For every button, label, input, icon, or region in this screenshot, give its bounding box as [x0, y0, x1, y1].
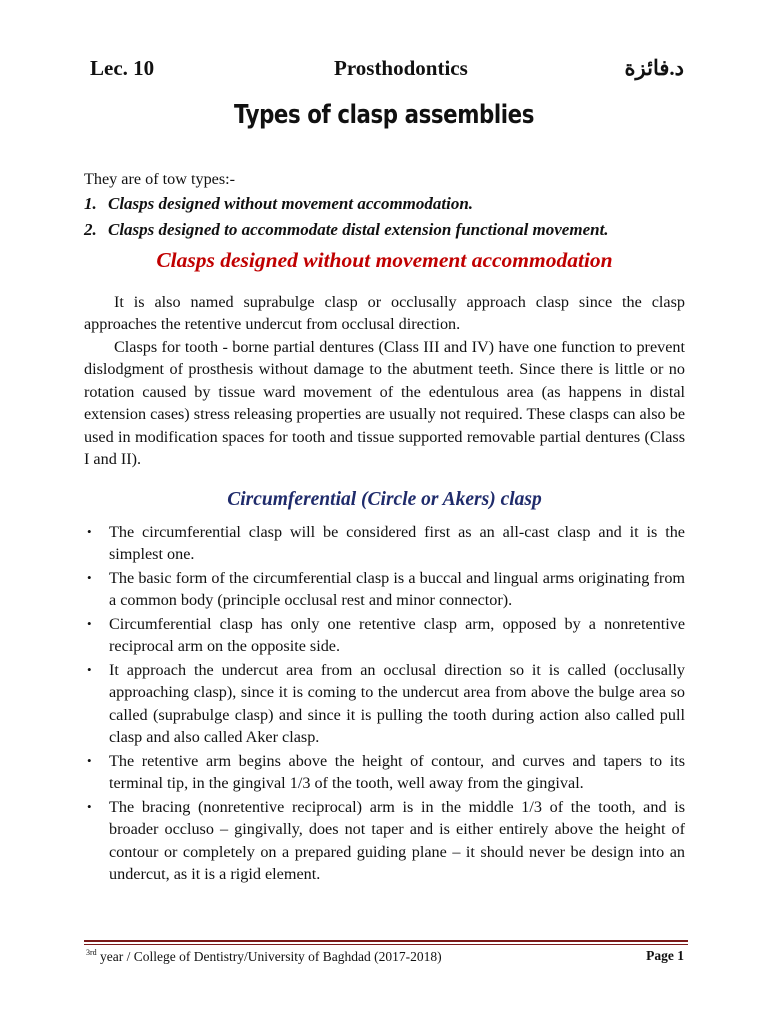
section-heading: Clasps designed without movement accommodation [156, 247, 613, 272]
footer-superscript: 3rd [86, 948, 97, 957]
footer-text [86, 948, 442, 965]
list-item-text: The bracing (nonretentive reciprocal) arm is in the middle 1/3 of the tooth, and is broader occluso – gingivally, does not taper and is either entirely above the height of contour or completely on a prepared guiding plane – it should never be design into an undercut, as it is a rigid element. [109, 797, 685, 883]
bullet-icon: • [87, 569, 92, 585]
list-item [84, 613, 685, 658]
bullet-icon: • [87, 661, 92, 677]
bullet-icon: • [87, 615, 92, 631]
list-item-text: Clasps designed to accommodate distal extension functional movement. [108, 219, 609, 239]
list-item-text: The basic form of the circumferential clasp is a buccal and lingual arms originating from a common body (principle occlusal rest and minor connector). [109, 568, 685, 609]
list-item [84, 796, 685, 886]
lecture-number: Lec. 10 [90, 56, 155, 80]
list-item [84, 567, 685, 612]
page-title: Types of clasp assemblies [233, 100, 535, 130]
subsection-heading: Circumferential (Circle or Akers) clasp [227, 488, 542, 510]
bullet-icon: • [87, 752, 92, 768]
bullet-icon: • [87, 523, 92, 539]
paragraph: It is also named suprabulge clasp or occlusally approach clasp since the clasp approaches the retentive undercut from occlusal direction. [84, 292, 685, 333]
footer-divider [84, 944, 688, 945]
page-header [86, 56, 684, 84]
subject-title: Prosthodontics [334, 56, 468, 80]
list-item [84, 521, 685, 566]
list-item-text: Circumferential clasp has only one retentive clasp arm, opposed by a nonretentive reciprocal arm on the opposite side. [109, 614, 685, 655]
clasp-types-list [84, 191, 685, 243]
author-name: د.فائزة [624, 56, 684, 80]
page-footer [84, 946, 688, 966]
bullet-icon: • [87, 798, 92, 814]
list-item [84, 750, 685, 795]
intro-text: They are of tow types:- [84, 170, 236, 188]
page-number: Page 1 [646, 948, 684, 963]
bullet-list [84, 521, 685, 886]
list-item-text: The circumferential clasp will be considered first as an all-cast clasp and it is the simplest one. [109, 522, 685, 563]
list-item [84, 191, 685, 217]
footer-divider [84, 940, 688, 942]
footer-institution: year / College of Dentistry/University of Baghdad (2017-2018) [96, 949, 442, 964]
list-item [84, 217, 685, 243]
list-item [84, 659, 685, 749]
list-number: 1. [84, 193, 97, 213]
paragraph: Clasps for tooth - borne partial dentures (Class III and IV) have one function to prevent dislodgment of prosthesis without damage to the abutment teeth. Since there is little or no rotation caused by tissue ward movement of the edentulous area (as happens in distal extension cases) stress releasing properties are usually not required. These clasps can also be used in modification spaces for tooth and tissue supported removable partial dentures (Class I and II). [84, 337, 685, 468]
list-number: 2. [84, 219, 97, 239]
list-item-text: The retentive arm begins above the height of contour, and curves and tapers to its terminal tip, in the gingival 1/3 of the tooth, well away from the gingival. [109, 751, 685, 792]
list-item-text: Clasps designed without movement accommodation. [108, 193, 474, 213]
content-body [84, 168, 685, 887]
list-item-text: It approach the undercut area from an occlusal direction so it is called (occlusally approaching clasp), since it is coming to the undercut area from above the bulge area so called (suprabulge clasp) and since it is pulling the tooth during action also called pull clasp and also called Aker clasp. [109, 660, 685, 746]
